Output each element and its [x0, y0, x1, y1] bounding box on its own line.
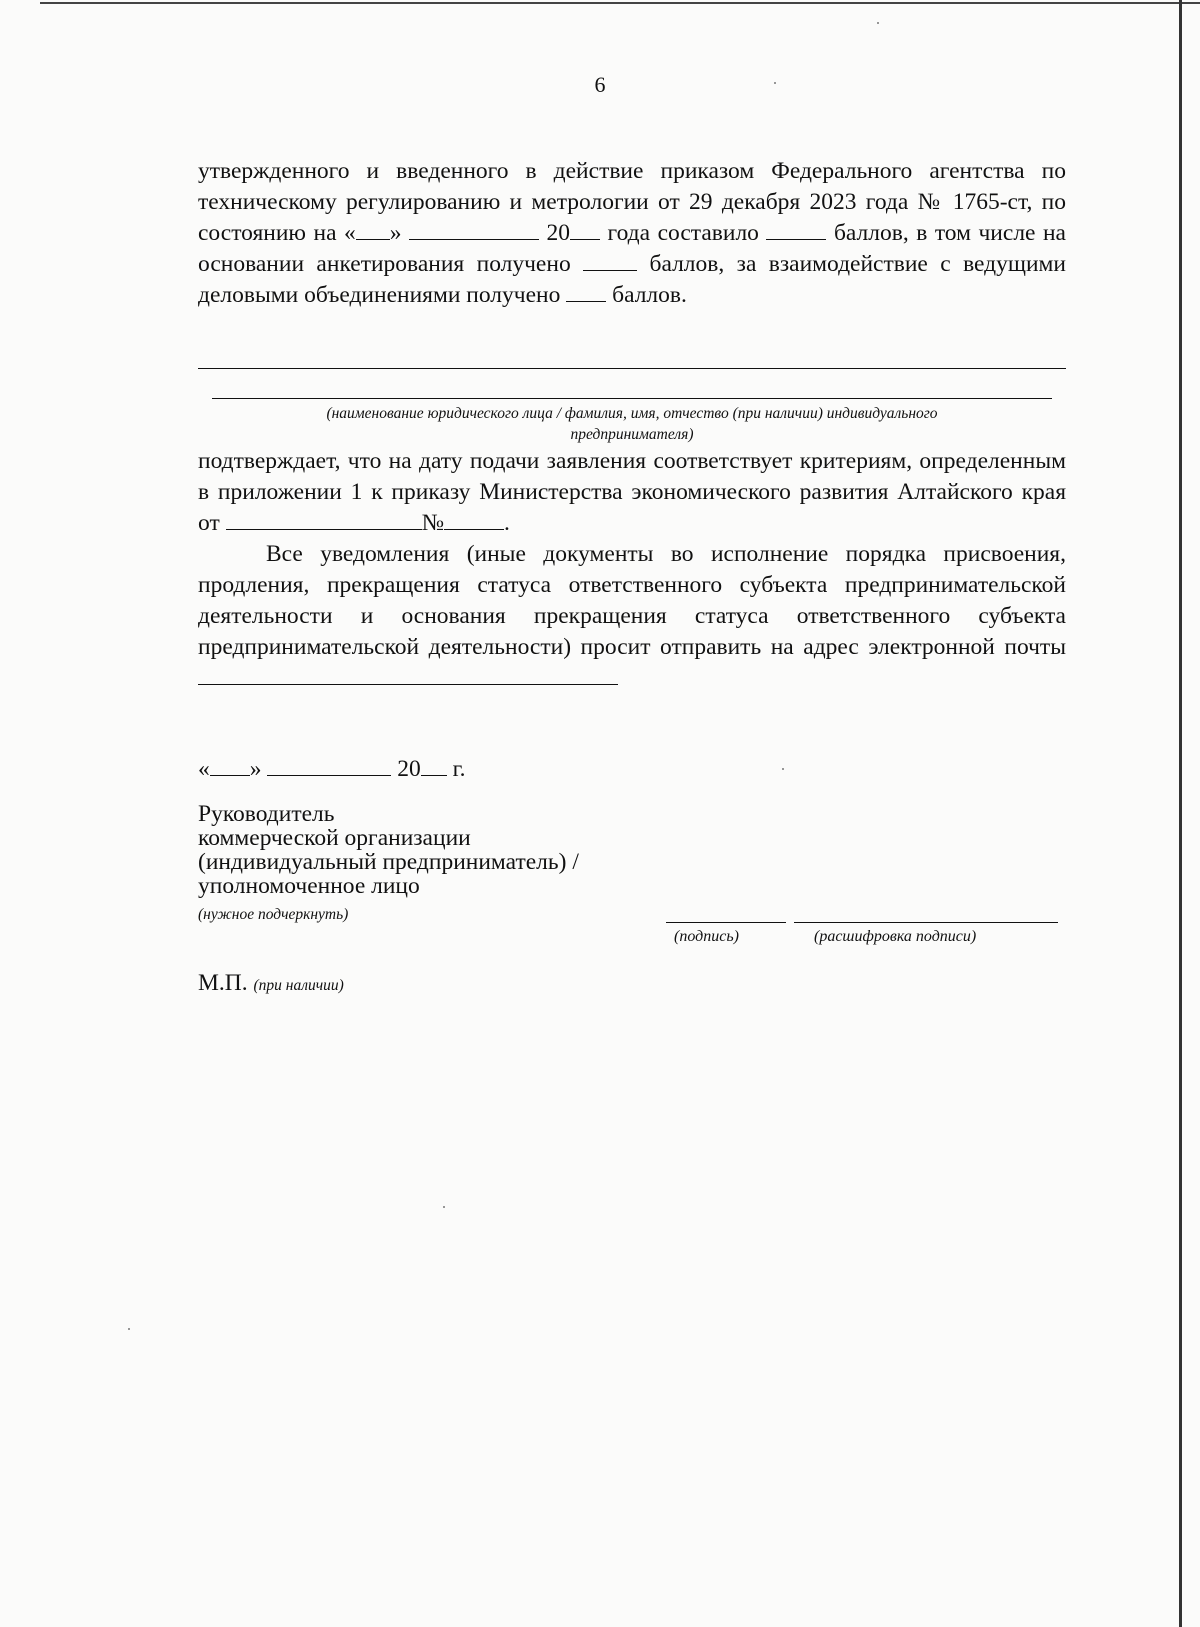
- page-number: 6: [594, 72, 606, 97]
- signer-line-3: (индивидуальный предприниматель) /: [198, 849, 579, 875]
- entity-name-line-1[interactable]: [198, 368, 1066, 369]
- signature-caption: (подпись): [674, 928, 739, 945]
- day-blank[interactable]: [356, 219, 390, 240]
- score-text-1: утвержденного и введенного в действие приказом Федерального агентства по техническому регулированию и метрологии от 29 декабря 2023 года № 1765-ст, по состоянию на «: [198, 158, 1066, 246]
- scan-speck: [774, 82, 776, 84]
- entity-caption-line-2: предпринимателя): [570, 426, 694, 443]
- confirmation-paragraph: [198, 446, 1066, 694]
- confirm-text-3: .: [504, 510, 510, 536]
- date-year-prefix: 20: [397, 756, 421, 782]
- entity-name-line-2[interactable]: [212, 398, 1052, 399]
- score-text-5: баллов, в том числе на основании анкетирования получено: [198, 220, 1066, 277]
- score-text-4: года составило: [600, 220, 767, 246]
- notice-text: Все уведомления (иные документы во исполнение порядка присвоения, продления, прекращения статуса ответственного субъекта предпринимательской деятельности и основания прекращения статуса ответственного субъекта предпринимательской деятельности) просит отправить на адрес электронной почты: [198, 541, 1066, 660]
- stamp-place: [198, 970, 344, 997]
- email-blank[interactable]: [198, 664, 618, 685]
- scan-speck: [128, 1328, 130, 1330]
- confirm-text-1: подтверждает, что на дату подачи заявления соответствует критериям, определенным в приложении 1 к приказу Министерства экономического развития Алтайского края от: [198, 448, 1066, 536]
- decryption-caption: (расшифровка подписи): [814, 928, 977, 945]
- underline-hint: (нужное подчеркнуть): [198, 906, 349, 923]
- scan-speck: [443, 1206, 445, 1208]
- order-number-blank[interactable]: [444, 509, 504, 530]
- date-close-quote: »: [249, 756, 262, 782]
- page-top-edge: [40, 2, 1200, 4]
- sign-year-blank[interactable]: [421, 755, 447, 776]
- signer-line-1: Руководитель: [198, 801, 335, 827]
- confirm-number-sign: №: [421, 510, 445, 536]
- stamp-note: (при наличии): [253, 977, 344, 994]
- entity-name-caption: [198, 403, 1066, 445]
- signer-line-2: коммерческой организации: [198, 825, 471, 851]
- score-text-2: »: [389, 220, 410, 246]
- signature-decryption-line[interactable]: [794, 922, 1058, 923]
- signer-line-4: уполномоченное лицо: [198, 873, 420, 899]
- page-right-edge: [1179, 0, 1182, 1627]
- sign-day-blank[interactable]: [210, 755, 250, 776]
- month-blank[interactable]: [409, 219, 539, 240]
- survey-score-blank[interactable]: [583, 250, 637, 271]
- date-open-quote: «: [198, 756, 210, 782]
- signer-title: [198, 802, 579, 898]
- total-score-blank[interactable]: [766, 219, 826, 240]
- date-year-suffix: г.: [446, 756, 466, 782]
- score-paragraph: [198, 156, 1066, 311]
- order-date-blank[interactable]: [226, 509, 422, 530]
- score-text-3: 20: [539, 220, 571, 246]
- scan-speck: [877, 22, 879, 24]
- score-text-7: баллов.: [606, 282, 687, 308]
- stamp-label: М.П.: [198, 970, 248, 996]
- entity-caption-line-1: (наименование юридического лица / фамилия, имя, отчество (при наличии) индивидуального: [326, 405, 938, 422]
- scan-speck: [782, 768, 784, 770]
- association-score-blank[interactable]: [566, 281, 606, 302]
- year-blank[interactable]: [570, 219, 600, 240]
- signing-date: [198, 755, 466, 783]
- score-text-6: баллов, за взаимодействие с ведущими деловыми объединениями получено: [198, 251, 1066, 308]
- sign-month-blank[interactable]: [267, 755, 391, 776]
- signature-line[interactable]: [666, 922, 786, 923]
